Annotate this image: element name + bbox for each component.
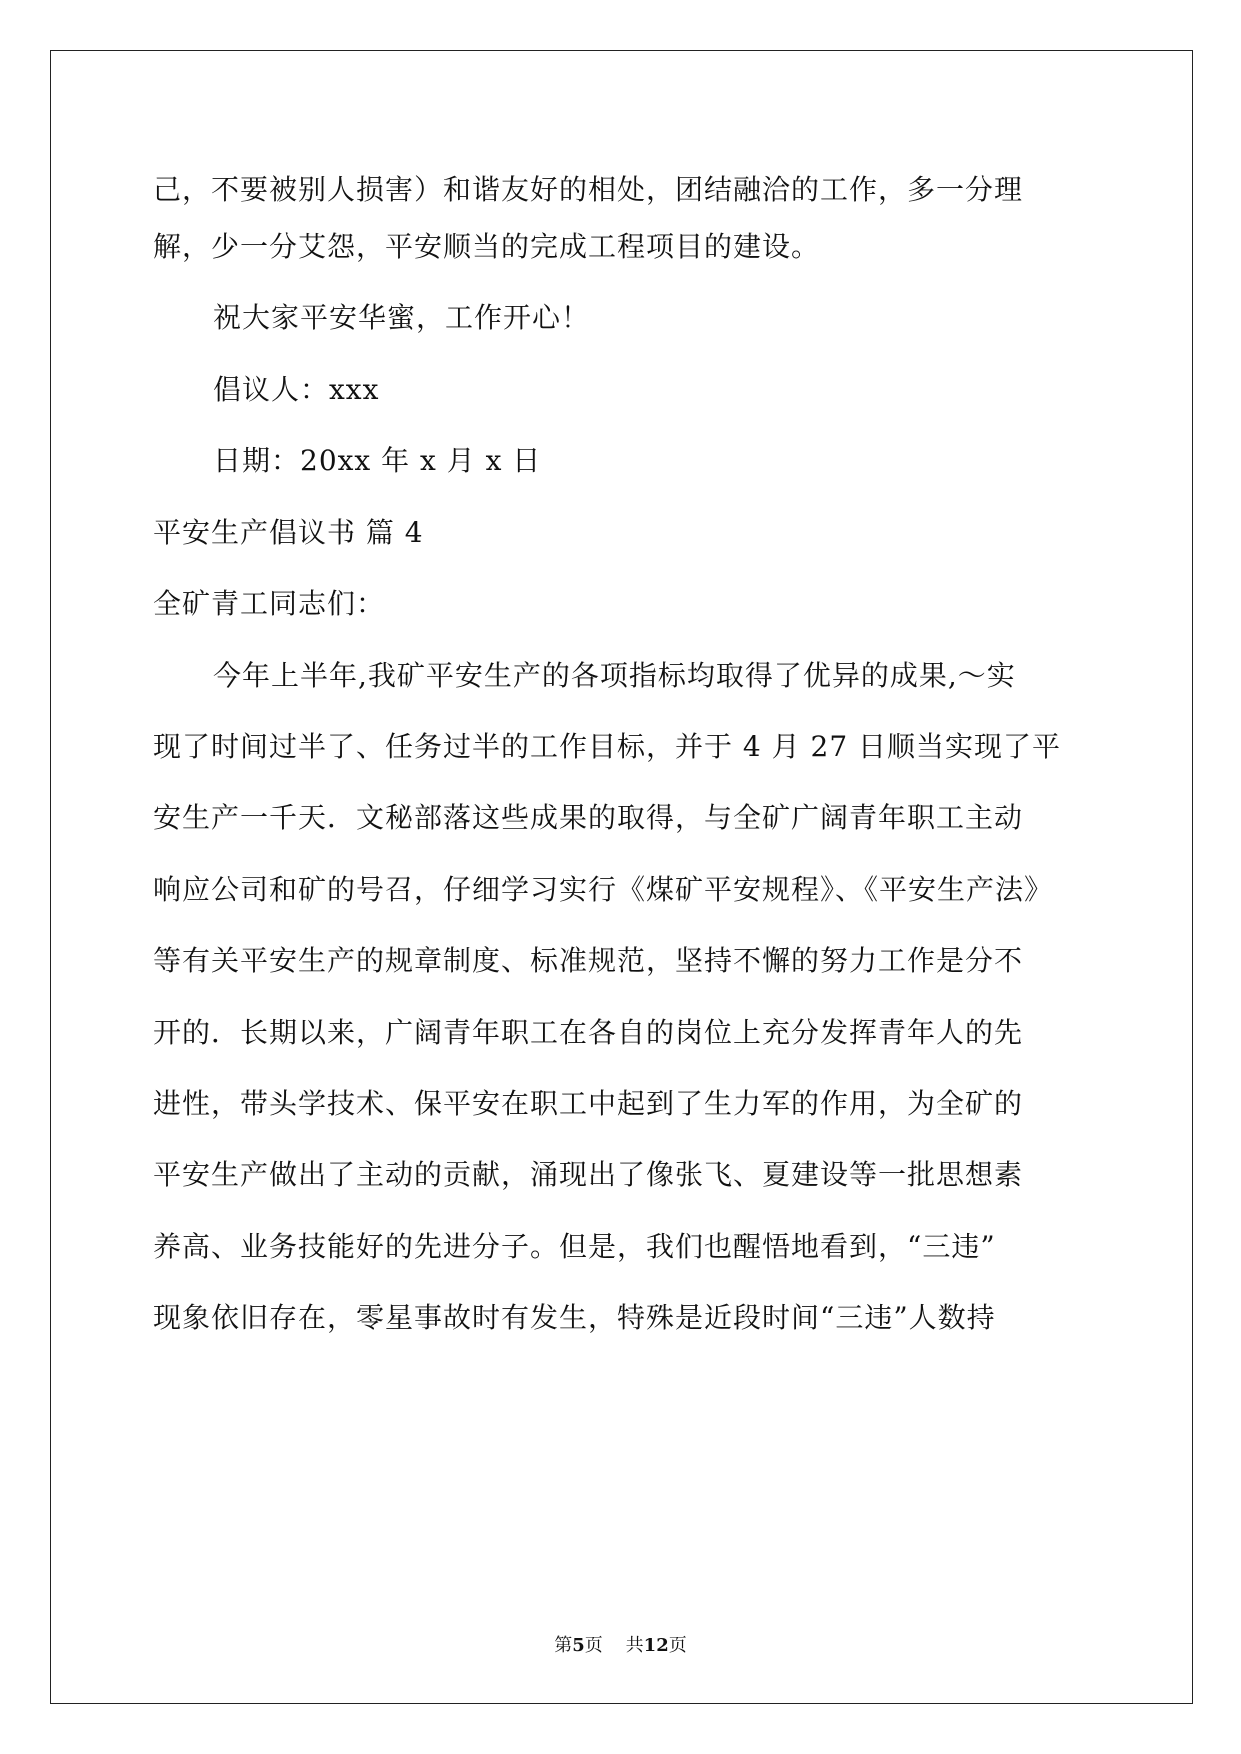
paragraph-line-7: 进性，带头学技术、保平安在职工中起到了生力军的作用，为全矿的: [153, 1087, 1024, 1120]
text-line-date: 日期：20xx 年 x 月 x 日: [213, 444, 542, 477]
footer-middle: 页 共: [584, 1635, 644, 1656]
paragraph-line-1: 今年上半年,我矿平安生产的各项指标均取得了优异的成果,～实: [213, 659, 1016, 692]
paragraph-line-8: 平安生产做出了主动的贡献，涌现出了像张飞、夏建设等一批思想素: [153, 1158, 1024, 1191]
paragraph-line-2: 现了时间过半了、任务过半的工作目标，并于 4 月 27 日顺当实现了平: [153, 730, 1062, 763]
paragraph-line-4: 响应公司和矿的号召，仔细学习实行《煤矿平安规程》、《平安生产法》: [153, 873, 1054, 906]
total-page-number: 12: [643, 1635, 669, 1656]
current-page-number: 5: [572, 1635, 585, 1656]
text-line-1: 己，不要被别人损害）和谐友好的相处，团结融洽的工作，多一分理: [153, 173, 1024, 206]
paragraph-line-6: 开的．长期以来，广阔青年职工在各自的岗位上充分发挥青年人的先: [153, 1016, 1024, 1049]
footer-suffix: 页: [668, 1635, 687, 1656]
paragraph-line-10: 现象依旧存在，零星事故时有发生，特殊是近段时间“三违”人数持: [153, 1301, 996, 1334]
paragraph-line-9: 养高、业务技能好的先进分子。但是，我们也醒悟地看到，“三违”: [153, 1230, 996, 1263]
page-footer: [0, 1634, 1241, 1658]
text-line-initiator: 倡议人：xxx: [213, 373, 380, 406]
section-heading: 平安生产倡议书 篇 4: [153, 516, 424, 549]
paragraph-line-3: 安生产一千天．文秘部落这些成果的取得，与全矿广阔青年职工主动: [153, 801, 1024, 834]
text-line-2: 解，少一分艾怨，平安顺当的完成工程项目的建设。: [153, 230, 821, 263]
paragraph-line-5: 等有关平安生产的规章制度、标准规范，坚持不懈的努力工作是分不: [153, 944, 1024, 977]
salutation: 全矿青工同志们：: [153, 587, 386, 620]
footer-prefix: 第: [554, 1635, 573, 1656]
text-line-greeting: 祝大家平安华蜜，工作开心！: [213, 301, 591, 334]
